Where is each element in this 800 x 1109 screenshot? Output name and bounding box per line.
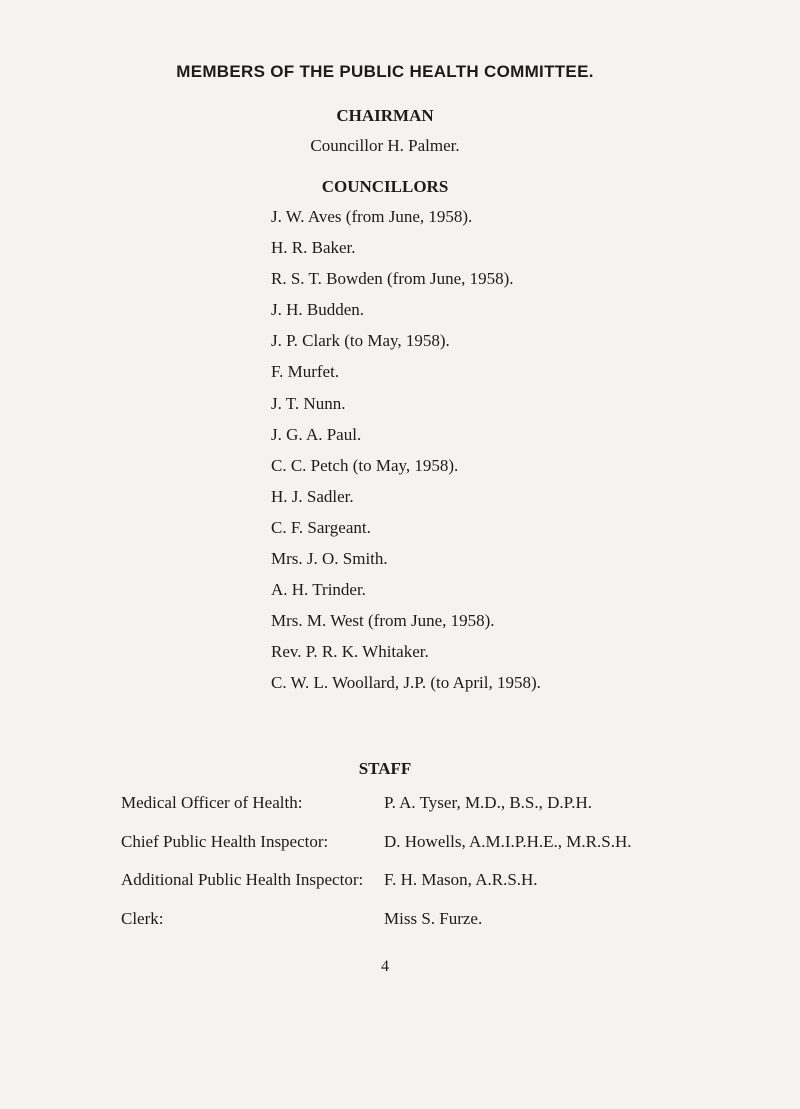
staff-name: Miss S. Furze. [384, 908, 483, 928]
staff-role: Clerk: [121, 908, 164, 928]
councillor-item: C. F. Sargeant. [271, 517, 371, 537]
councillor-item: J. T. Nunn. [271, 393, 346, 413]
councillor-item: R. S. T. Bowden (from June, 1958). [271, 269, 514, 289]
staff-role: Medical Officer of Health: [121, 793, 303, 812]
councillor-item: J. W. Aves (from June, 1958). [271, 207, 473, 226]
councillor-item: H. J. Sadler. [271, 486, 354, 506]
chairman-name: Councillor H. Palmer. [310, 136, 460, 155]
councillor-item: A. H. Trinder. [271, 580, 366, 600]
staff-row [121, 832, 631, 871]
staff-table [121, 793, 631, 947]
staff-role: Chief Public Health Inspector: [121, 831, 329, 851]
chairman-heading: CHAIRMAN [336, 106, 434, 125]
councillor-item: H. R. Baker. [271, 238, 356, 258]
staff-name: F. H. Mason, A.R.S.H. [384, 870, 538, 889]
councillor-item: F. Murfet. [271, 362, 340, 382]
staff-row [121, 793, 631, 832]
councillor-item: C. C. Petch (to May, 1958). [271, 455, 459, 475]
page-number: 4 [381, 958, 389, 975]
councillor-item: C. W. L. Woollard, J.P. (to April, 1958). [271, 673, 541, 693]
councillor-item: J. G. A. Paul. [271, 424, 362, 444]
staff-name: P. A. Tyser, M.D., B.S., D.P.H. [384, 793, 593, 812]
councillor-item: Rev. P. R. K. Whitaker. [271, 642, 429, 662]
councillor-item: J. H. Budden. [271, 300, 365, 320]
councillor-list [271, 206, 541, 704]
councillor-item: J. P. Clark (to May, 1958). [271, 331, 450, 351]
councillor-item: Mrs. M. West (from June, 1958). [271, 611, 495, 631]
staff-name: D. Howells, A.M.I.P.H.E., M.R.S.H. [384, 831, 632, 851]
councillors-heading: COUNCILLORS [321, 177, 449, 196]
page-title: MEMBERS OF THE PUBLIC HEALTH COMMITTEE. [176, 62, 594, 81]
staff-role: Additional Public Health Inspector: [121, 870, 364, 889]
staff-heading: STAFF [358, 759, 412, 778]
councillor-item: Mrs. J. O. Smith. [271, 549, 388, 569]
staff-row [121, 909, 631, 948]
staff-row [121, 870, 631, 909]
